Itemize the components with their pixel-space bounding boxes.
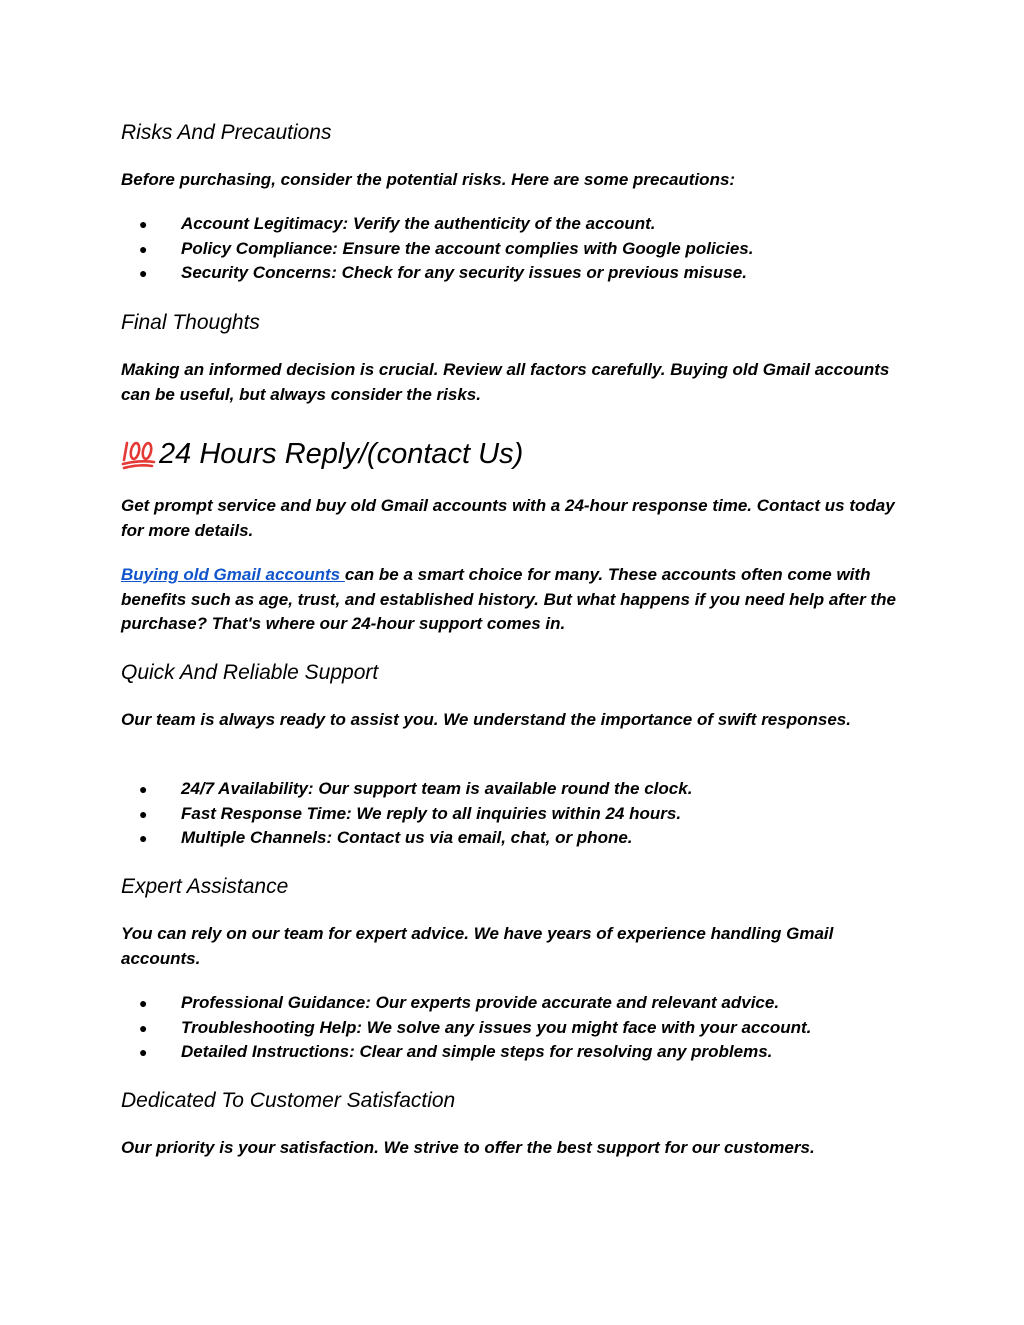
support-list [121,777,692,851]
bullet-icon: ● [139,216,148,232]
buying-old-gmail-accounts-link[interactable]: Buying old Gmail accounts [121,565,345,584]
bullet-icon: ● [139,805,148,822]
contact-body [121,563,911,637]
bullet-icon: ● [139,995,148,1011]
bullet-icon: ● [139,1019,148,1036]
bullet-icon: ● [139,240,148,257]
list-item: ● Security Concerns: Check for any security issues or previous misuse. [121,261,753,286]
list-item: ● Policy Compliance: Ensure the account complies with Google policies. [121,237,753,262]
support-intro: Our team is always ready to assist you. We understand the importance of swift responses. [121,710,851,729]
list-item: ● Detailed Instructions: Clear and simple steps for resolving any problems. [121,1040,811,1065]
satisfaction-intro: Our priority is your satisfaction. We strive to offer the best support for our customers. [121,1138,815,1157]
heading-dedicated-to-customer-satisfaction: Dedicated To Customer Satisfaction [121,1089,456,1112]
heading-final-thoughts: Final Thoughts [121,311,260,334]
heading-quick-and-reliable-support: Quick And Reliable Support [121,661,379,684]
final-thoughts-body: Making an informed decision is crucial. Review all factors carefully. Buying old Gmail accounts can be useful, but always consider the risks. [121,360,890,404]
bullet-icon: ● [139,1044,148,1060]
list-item: ● 24/7 Availability: Our support team is available round the clock. [121,777,692,802]
list-item: ● Account Legitimacy: Verify the authenticity of the account. [121,212,753,237]
heading-risks-and-precautions: Risks And Precautions [121,121,332,144]
list-item: ● Multiple Channels: Contact us via email, chat, or phone. [121,826,692,851]
bullet-icon: ● [139,265,148,281]
hundred-points-icon [121,438,157,470]
risks-intro: Before purchasing, consider the potential risks. Here are some precautions: [121,170,736,189]
heading-24-hours-reply [121,436,523,472]
bullet-icon: ● [139,781,148,797]
expert-intro: You can rely on our team for expert advice. We have years of experience handling Gmail accounts. [121,924,834,968]
expert-list [121,991,811,1065]
contact-intro: Get prompt service and buy old Gmail accounts with a 24-hour response time. Contact us today for more details. [121,496,895,540]
risks-list [121,212,753,286]
bullet-icon: ● [139,830,148,846]
contact-heading-text: 24 Hours Reply/(contact Us) [159,438,524,470]
contact-body-text: can be a smart choice for many. These accounts often come with benefits such as age, trust, and established history. But what happens if you need help after the purchase? That's where our 24-hour support comes in. [121,565,896,633]
heading-expert-assistance: Expert Assistance [121,875,289,898]
list-item: ● Fast Response Time: We reply to all inquiries within 24 hours. [121,802,692,827]
list-item: ● Troubleshooting Help: We solve any issues you might face with your account. [121,1016,811,1041]
list-item: ● Professional Guidance: Our experts provide accurate and relevant advice. [121,991,811,1016]
